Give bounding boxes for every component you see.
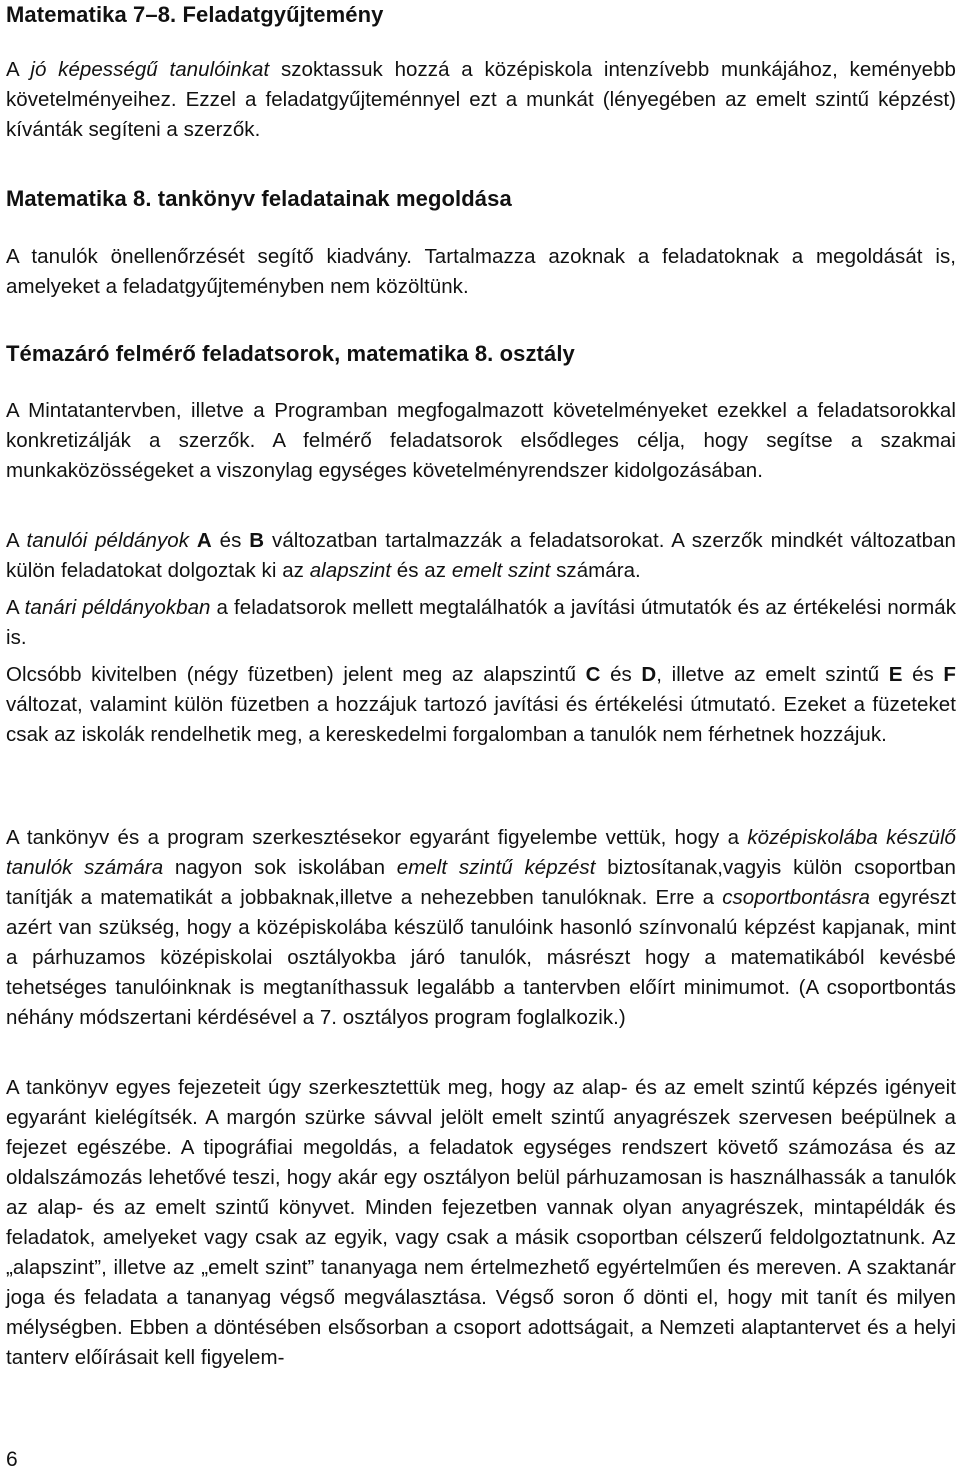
text-run: A tanulók önellenőrzését segítő kiadvány. Tartalmazza azoknak a feladatoknak a megoldását is, amelyeket a feladatgyűjteményben nem közöltünk. [6,245,956,298]
bold-text: B [249,529,265,552]
heading-tankonyv-megoldasa: Matematika 8. tankönyv feladatainak megoldása [6,186,512,211]
bold-text: C [585,663,601,686]
paragraph-feladatgyujtemeny [6,55,956,145]
text-run: A tankönyv és a program szerkesztésekor egyaránt figyelembe vettük, hogy a [6,826,748,849]
text-run: számára. [550,559,641,582]
text-run: , illetve az emelt szintű [656,663,889,686]
bold-text: A [196,529,212,552]
text-run: változat, valamint külön füzetben a hozzájuk tartozó javítási és értékelési útmutató. Ezeket a füzeteket csak az iskolák rendelhetik meg, a kereskedelmi forgalomban a tanulók nem férhetnek hozzájuk. [6,693,956,746]
italic-text: tanári példányokban [24,596,211,619]
bold-text: D [641,663,657,686]
paragraph-fejezetek-szerkesztese [6,1073,956,1373]
paragraph-tanuloi-peldanyok [6,526,956,586]
text-run: Olcsóbb kivitelben (négy füzetben) jelent meg az alapszintű [6,663,586,686]
italic-text: középiskolába készülő tanulók számára [6,826,956,879]
heading-feladatgyujtemeny: Matematika 7–8. Feladatgyűjtemény [6,2,384,27]
text-run: és [902,663,944,686]
text-run [189,529,197,552]
italic-text: emelt szint [451,559,551,582]
paragraph-tankonyv-es-program [6,823,956,1033]
text-run: és [600,663,642,686]
text-run: A Mintatantervben, illetve a Programban megfogalmazott követelményeket ezekkel a feladatsorokkal konkretizálják a szerzők. A felmérő feladatsorok elsődleges célja, hogy segítse a szakmai munkaközösségeket a viszonylag egységes követelményrendszer kidolgozásában. [6,399,956,482]
text-run: nagyon sok iskolában [163,856,397,879]
text-run: és az [391,559,452,582]
text-run: és [211,529,250,552]
text-run: a feladatsorok mellett megtalálhatók a javítási útmutatók és az értékelési normák is. [6,596,957,649]
text-run: A [6,596,25,619]
bold-text: F [943,663,956,686]
bold-text: E [888,663,903,686]
italic-text: emelt szintű képzést [396,856,596,879]
text-run: A [6,529,27,552]
italic-text: jó képességű tanulóinkat [30,58,270,81]
italic-text: tanulói példányok [26,529,190,552]
heading-temazaro-felmerok: Témazáró felmérő feladatsorok, matematika 8. osztály [6,341,575,366]
italic-text: csoportbontásra [722,886,870,909]
text-run: egyrészt azért van szükség, hogy a középiskolába készülő tanulóink hasonló színvonalú képzést kapjanak, mint a párhuzamos középiskolai osztályokba járó tanulók, másrészt hogy a matematikából kevésbé tehetséges tanulóinknak is megtaníthassuk legalább a tantervben előírt minimumot. (A csoportbontás néhány módszertani kérdésével a 7. osztályos program foglalkozik.) [6,886,957,1029]
text-run: A [6,58,31,81]
paragraph-megoldasok [6,242,956,302]
text-run: A tankönyv egyes fejezeteit úgy szerkesztettük meg, hogy az alap- és az emelt szintű képzés igényeit egyaránt kielégítsék. A margón szürke sávval jelölt emelt szintű anyagrészek szervesen beépülnek a fejezet egészébe. A tipográfiai megoldás, a feladatok egységes rendszert követő számozása és az oldalszámozás lehetővé teszi, hogy akár egy osztályon belül párhuzamosan is használhassák a tanulók az alap- és az emelt szintű könyvet. Minden fejezetben vannak olyan anyagrészek, mintapéldák és feladatok, amelyeket vagy csak az egyik, vagy csak a másik csoportban célszerű feldolgoztatnunk. Az „alapszint”, illetve az „emelt szint” tananyaga nem értelmezhető egyértelműen és mereven. A szaktanár joga és feladata a tananyag végső megválasztása. Végső soron ő dönti el, hogy mit tanít és milyen mélységben. Ebben a döntésében elsősorban a csoport adottságait, a Nemzeti alaptantervet és a helyi tanterv előírásait kell figyelem- [6,1076,956,1369]
page-number: 6 [6,1448,18,1471]
paragraph-olcsobb-kivitel [6,660,956,750]
paragraph-tanari-peldanyok [6,593,956,653]
italic-text: alapszint [309,559,392,582]
paragraph-mintatanterv [6,396,956,486]
text-run: változatban tartalmazzák a feladatsorokat. A szerzők mindkét változatban külön feladatokat dolgoztak ki az [6,529,956,582]
text-run: szoktassuk hozzá a középiskola intenzívebb munkájához, keményebb követelményeihez. Ezzel a feladatgyűjteménnyel ezt a munkát (lényegében az emelt szintű képzést) kívánták segíteni a szerzők. [6,58,956,141]
text-run: biztosítanak,vagyis külön csoportban tanítják a matematikát a jobbaknak,illetve a nehezebben tanulóknak. Erre a [6,856,956,909]
